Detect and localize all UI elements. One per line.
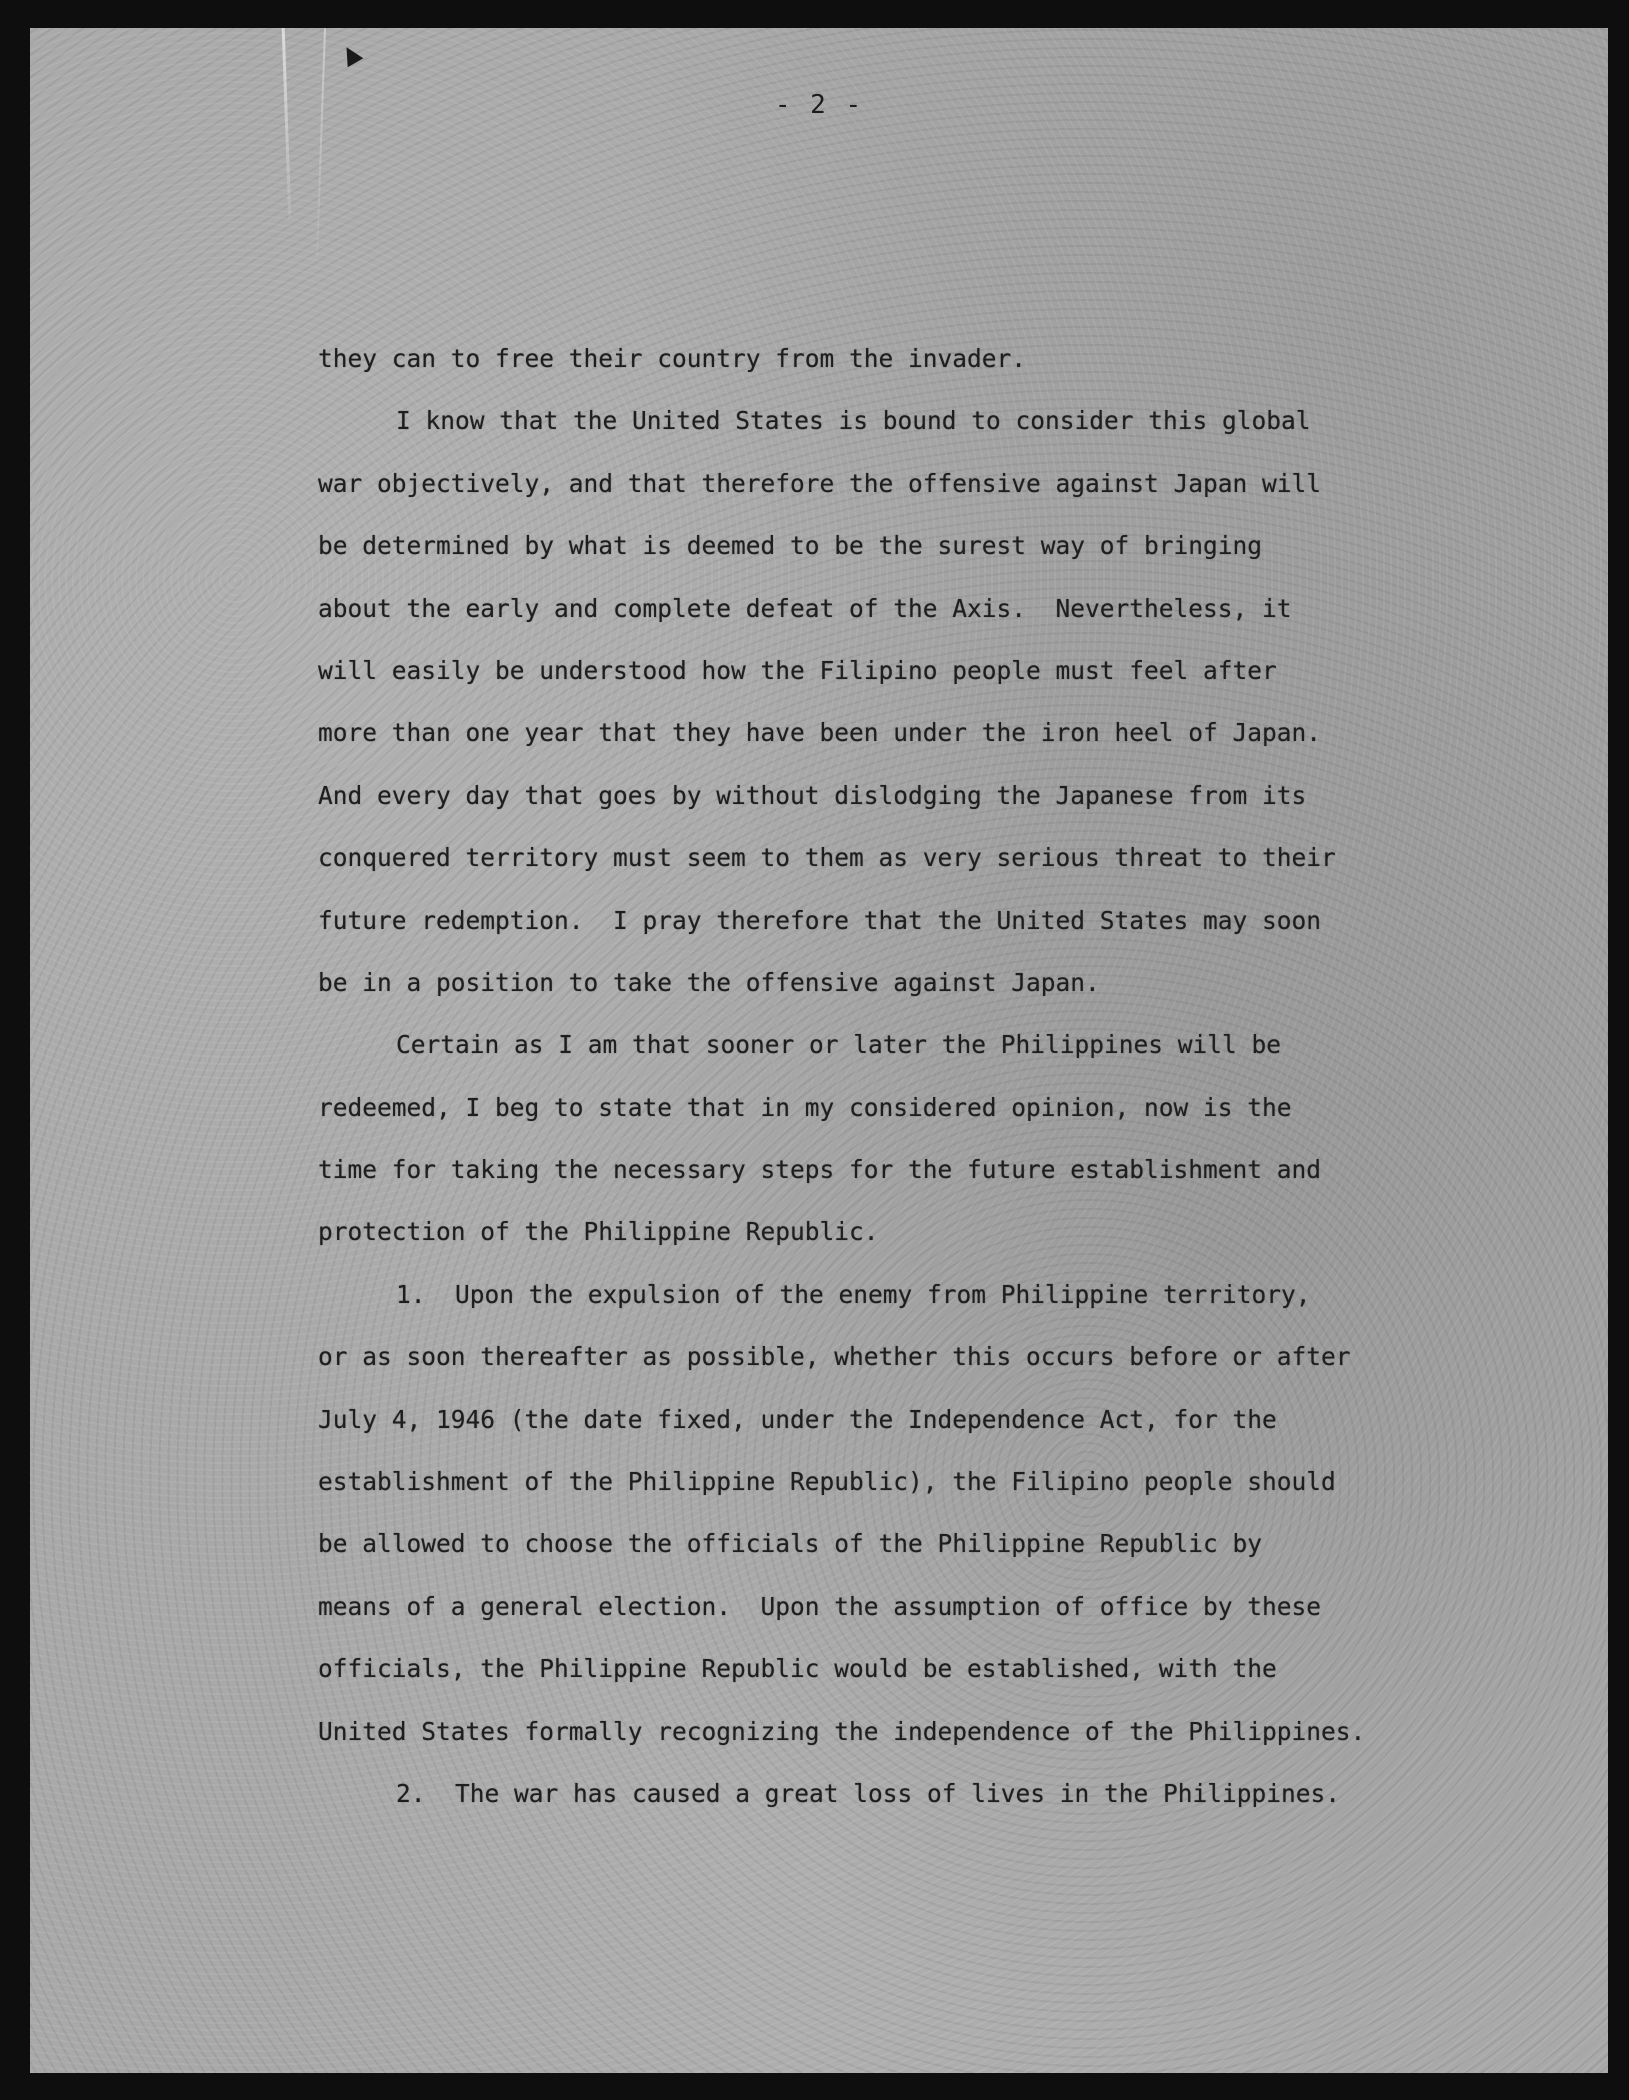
text-line: establishment of the Philippine Republic), the Filipino people should bbox=[318, 1467, 1336, 1497]
text-line: United States formally recognizing the independence of the Philippines. bbox=[318, 1716, 1366, 1746]
text-line: future redemption. I pray therefore that the United States may soon bbox=[318, 905, 1322, 935]
text-line: And every day that goes by without dislodging the Japanese from its bbox=[318, 780, 1307, 810]
text-line: Certain as I am that sooner or later the Philippines will be bbox=[396, 1030, 1282, 1060]
text-line: will easily be understood how the Filipino people must feel after bbox=[318, 655, 1277, 685]
text-line: July 4, 1946 (the date fixed, under the Independence Act, for the bbox=[318, 1404, 1277, 1434]
text-line: more than one year that they have been under the iron heel of Japan. bbox=[318, 718, 1322, 748]
text-line: or as soon thereafter as possible, whether this occurs before or after bbox=[318, 1342, 1351, 1372]
text-line: 1. Upon the expulsion of the enemy from Philippine territory, bbox=[396, 1279, 1311, 1309]
text-line: redeemed, I beg to state that in my considered opinion, now is the bbox=[318, 1092, 1292, 1122]
torn-corner-mark bbox=[339, 43, 364, 68]
text-line: war objectively, and that therefore the offensive against Japan will bbox=[318, 468, 1322, 498]
text-line: they can to free their country from the invader. bbox=[318, 344, 1027, 373]
text-line: I know that the United States is bound to consider this global bbox=[396, 406, 1311, 436]
text-line: be allowed to choose the officials of the Philippine Republic by bbox=[318, 1529, 1263, 1559]
paper-crease-secondary bbox=[316, 28, 326, 258]
text-line: be determined by what is deemed to be the surest way of bringing bbox=[318, 531, 1263, 561]
text-line: means of a general election. Upon the assumption of office by these bbox=[318, 1591, 1322, 1621]
text-line: officials, the Philippine Republic would be established, with the bbox=[318, 1654, 1277, 1684]
paper-crease bbox=[282, 28, 292, 218]
text-line: time for taking the necessary steps for the future establishment and bbox=[318, 1155, 1322, 1185]
letter-body bbox=[318, 328, 1448, 1825]
text-line: conquered territory must seem to them as very serious threat to their bbox=[318, 843, 1336, 873]
text-line: protection of the Philippine Republic. bbox=[318, 1217, 879, 1247]
page-number: - 2 - bbox=[774, 90, 864, 120]
document-page bbox=[30, 28, 1608, 2073]
text-line: 2. The war has caused a great loss of lives in the Philippines. bbox=[396, 1778, 1341, 1808]
text-line: about the early and complete defeat of the Axis. Nevertheless, it bbox=[318, 593, 1292, 623]
text-line: be in a position to take the offensive against Japan. bbox=[318, 967, 1100, 997]
